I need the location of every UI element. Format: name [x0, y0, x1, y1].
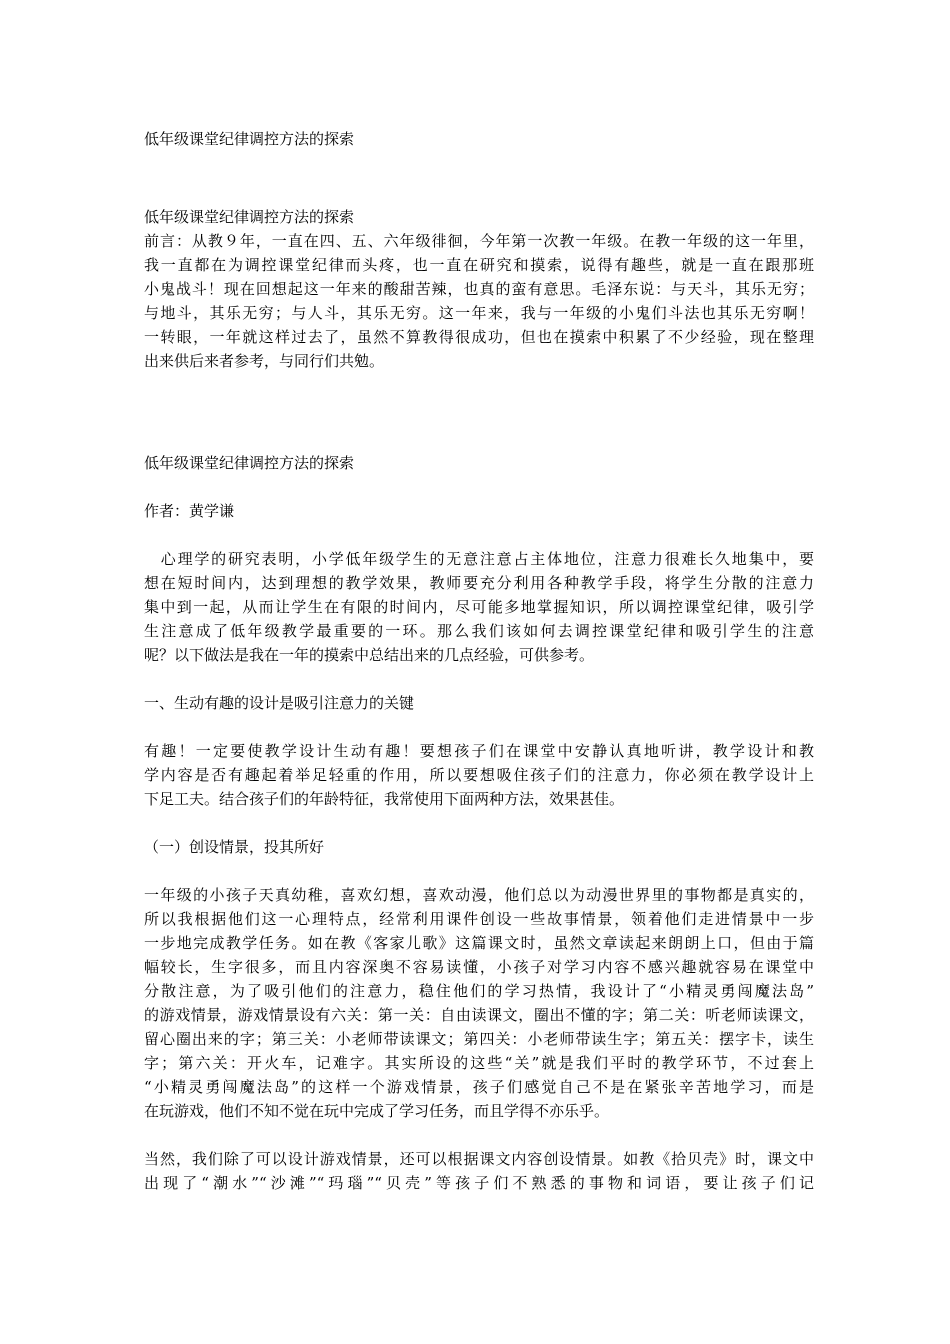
- subsection-line: 出现了“潮水”“沙滩”“玛瑙”“贝壳”等孩子们不熟悉的事物和词语，要让孩子们记: [144, 1174, 814, 1192]
- subsection-line: 分散注意，为了吸引他们的注意力，稳住他们的学习热情，我设计了“小精灵勇闯魔法岛”: [144, 982, 814, 1000]
- author-line: 作者：黄学谦: [144, 502, 235, 520]
- intro-line: 集中到一起，从而让学生在有限的时间内，尽可能多地掌握知识，所以调控课堂纪律，吸引学: [144, 598, 814, 616]
- preface-line: 我一直都在为调控课堂纪律而头疼，也一直在研究和摸索，说得有趣些，就是一直在跟那班: [144, 256, 814, 274]
- subsection-line: 一步地完成教学任务。如在教《客家儿歌》这篇课文时，虽然文章读起来朗朗上口，但由于篇: [144, 934, 814, 952]
- point-heading: 一、生动有趣的设计是吸引注意力的关键: [144, 694, 415, 712]
- intro-line: 心理学的研究表明，小学低年级学生的无意注意占主体地位，注意力很难长久地集中，要: [144, 550, 814, 568]
- subsection-line: 所以我根据他们这一心理特点，经常利用课件创设一些故事情景，领着他们走进情景中一步: [144, 910, 814, 928]
- intro-line: 生注意成了低年级教学最重要的一环。那么我们该如何去调控课堂纪律和吸引学生的注意: [144, 622, 814, 640]
- preface-line: 前言：从教９年，一直在四、五、六年级徘徊，今年第一次教一年级。在教一年级的这一年里，: [144, 232, 814, 250]
- subsection-line: 幅较长，生字很多，而且内容深奥不容易读懂，小孩子对学习内容不感兴趣就容易在课堂中: [144, 958, 814, 976]
- preface-line: 与地斗，其乐无穷；与人斗，其乐无穷。这一年来，我与一年级的小鬼们斗法也其乐无穷啊！: [144, 304, 814, 322]
- subsection-line: 留心圈出来的字；第三关：小老师带读课文；第四关：小老师带读生字；第五关：摆字卡，读生: [144, 1030, 814, 1048]
- preface-line: 小鬼战斗！现在回想起这一年来的酸甜苦辣，也真的蛮有意思。毛泽东说：与天斗，其乐无穷；: [144, 280, 814, 298]
- subsection-line: 的游戏情景，游戏情景设有六关：第一关：自由读课文，圈出不懂的字；第二关：听老师读课文，: [144, 1006, 814, 1024]
- point-line: 学内容是否有趣起着举足轻重的作用，所以要想吸住孩子们的注意力，你必须在教学设计上: [144, 766, 814, 784]
- section-heading: 低年级课堂纪律调控方法的探索: [144, 208, 355, 226]
- subsection-line: 字；第六关：开火车，记难字。其实所设的这些“关”就是我们平时的教学环节，不过套上: [144, 1054, 814, 1072]
- point-line: 下足工夫。结合孩子们的年龄特征，我常使用下面两种方法，效果甚佳。: [144, 790, 625, 808]
- preface-line: 一转眼，一年就这样过去了，虽然不算教得很成功，但也在摸索中积累了不少经验，现在整理: [144, 328, 814, 346]
- subsection-line: 在玩游戏，他们不知不觉在玩中完成了学习任务，而且学得不亦乐乎。: [144, 1102, 610, 1120]
- subsection-line: “小精灵勇闯魔法岛”的这样一个游戏情景，孩子们感觉自己不是在紧张辛苦地学习，而是: [144, 1078, 814, 1096]
- subsection-line: 当然，我们除了可以设计游戏情景，还可以根据课文内容创设情景。如教《拾贝壳》时，课文中: [144, 1150, 814, 1168]
- preface-line: 出来供后来者参考，与同行们共勉。: [144, 352, 385, 370]
- article-heading: 低年级课堂纪律调控方法的探索: [144, 454, 355, 472]
- document-title: 低年级课堂纪律调控方法的探索: [144, 130, 355, 148]
- subsection-heading: （一）创设情景，投其所好: [144, 838, 325, 856]
- intro-line: 想在短时间内，达到理想的教学效果，教师要充分利用各种教学手段，将学生分散的注意力: [144, 574, 814, 592]
- intro-line: 呢？以下做法是我在一年的摸索中总结出来的几点经验，可供参考。: [144, 646, 595, 664]
- subsection-line: 一年级的小孩子天真幼稚，喜欢幻想，喜欢动漫，他们总以为动漫世界里的事物都是真实的，: [144, 886, 814, 904]
- point-line: 有趣！一定要使教学设计生动有趣！要想孩子们在课堂中安静认真地听讲，教学设计和教: [144, 742, 814, 760]
